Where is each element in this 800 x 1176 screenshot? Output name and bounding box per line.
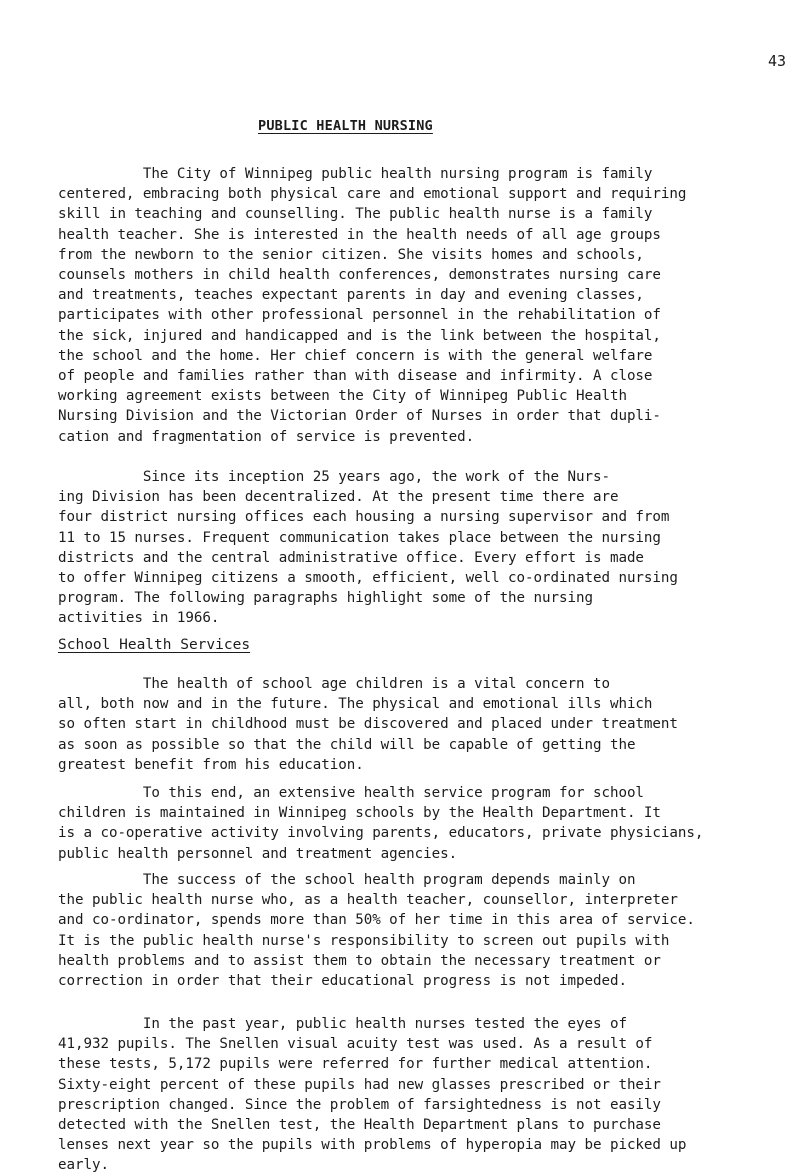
paragraph-school-age-health: The health of school age children is a vital concern to all, both now and in the future. The physical and emotional ills which so often start in childhood must be discovered and placed under treatment as soon as possible so that the child will be capable of getting the greatest benefit from his education. [58, 676, 678, 773]
paragraph-school-program: To this end, an extensive health service program for school children is maintained in Winnipeg schools by the Health Department. It is a co-operative activity involving parents, educators, private physicians, public health personnel and treatment agencies. [58, 785, 704, 862]
subsection-heading: School Health Services [58, 637, 251, 653]
page-number: 43 [767, 52, 786, 70]
paragraph-eye-testing: In the past year, public health nurses tested the eyes of 41,932 pupils. The Snellen visual acuity test was used. As a result of these tests, 5,172 pupils were referred for further medical attention. Sixty-eight percent of these pupils had new glasses prescribed or their prescription changed. Since the problem of farsightedness is not easily detected with the Snellen test, the Health Department plans to purchase lenses next year so the pupils with problems of hyperopia may be picked up early. [58, 1016, 687, 1174]
paragraph-nursing-division: Since its inception 25 years ago, the work of the Nurs- ing Division has been decentralized. At the present time there are four district nursing offices each housing a nursing supervisor and from 11 to 15 nurses. Frequent communication takes place between the nursing districts and the central administrative office. Every effort is made to offer Winnipeg citizens a smooth, efficient, well co-ordinated nursing program. The following paragraphs highlight some of the nursing activities in 1966. [58, 469, 678, 627]
paragraph-nurse-role: The success of the school health program depends mainly on the public health nurse who, as a health teacher, counsellor, interpreter and co-ordinator, spends more than 50% of her time in this area of service. It is the public health nurse's responsibility to screen out pupils with health problems and to assist them to obtain the necessary treatment or correction in order that their educational progress is not impeded. [58, 872, 695, 990]
paragraph-intro: The City of Winnipeg public health nursing program is family centered, embracing both physical care and emotional support and requiring skill in teaching and counselling. The public health nurse is a family health teacher. She is interested in the health needs of all age groups from the newborn to the senior citizen. She visits homes and schools, counsels mothers in child health conferences, demonstrates nursing care and treatments, teaches expectant parents in day and evening classes, participates with other professional personnel in the rehabilitation of the sick, injured and handicapped and is the link between the hospital, the school and the home. Her chief concern is with the general welfare of people and families rather than with disease and infirmity. A close working agreement exists between the City of Winnipeg Public Health Nursing Division and the Victorian Order of Nurses in order that dupli- cation and fragmentation of service is prevented. [58, 166, 687, 445]
section-heading: PUBLIC HEALTH NURSING [258, 118, 433, 134]
